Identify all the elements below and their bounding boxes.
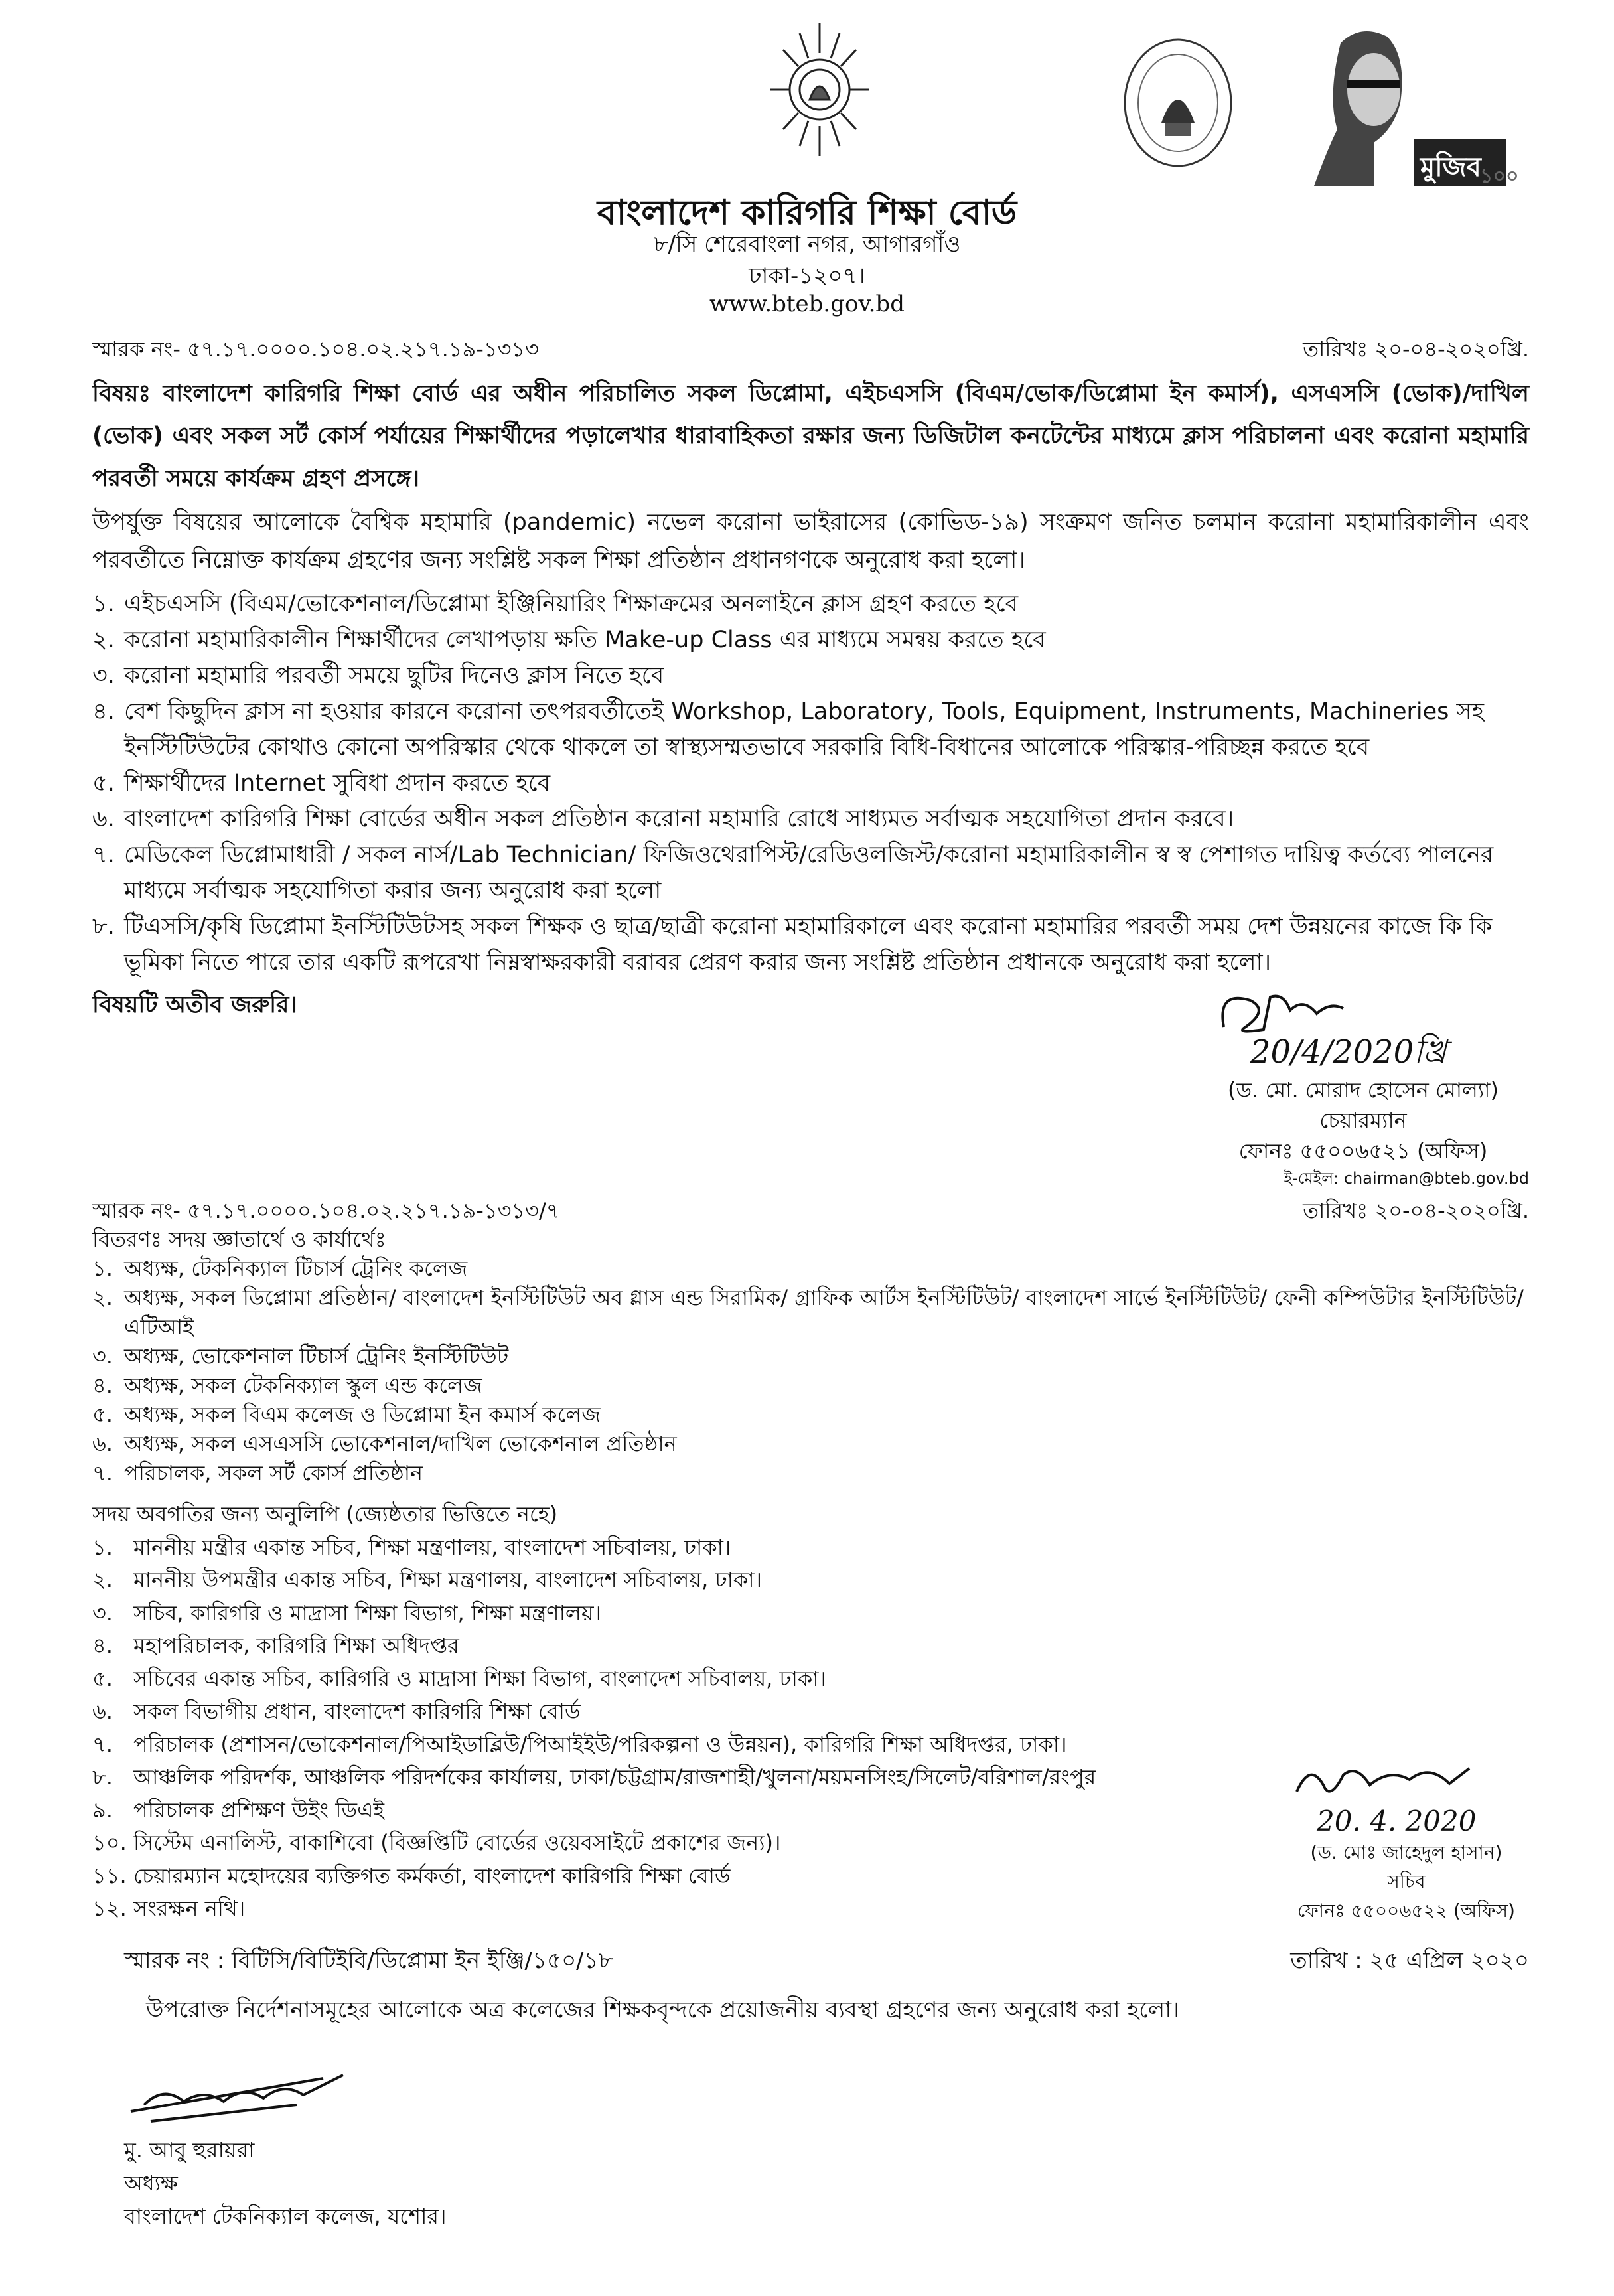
address-line-2: ঢাকা-১২০৭।: [749, 263, 865, 289]
item-text: সচিব, কারিগরি ও মাদ্রাসা শিক্ষা বিভাগ, শিক্ষা মন্ত্রণালয়।: [133, 1600, 602, 1626]
signatory2-name: (ড. মোঃ জাহেদুল হাসান): [1310, 1841, 1503, 1863]
subject-line: বিষয়ঃ বাংলাদেশ কারিগরি শিক্ষা বোর্ড এর অধীন পরিচালিত সকল ডিপ্লোমা, এইচএসসি (বিএম/ভোক/ডিপ্লোমা ইন কমার্স), এসএসসি (ভোক)/দাখিল (ভোক) এবং সকল সর্ট কোর্স পর্যায়ের শিক্ষার্থীদের পড়ালেখার ধারাবাহিকতা রক্ষার জন্য ডিজিটাল কনটেন্টের মাধ্যমে ক্লাস পরিচালনা এবং করোনা মহামারি পরবর্তী সময়ে কার্যক্রম গ্রহণ প্রসঙ্গে।: [92, 380, 1529, 492]
item-text: অধ্যক্ষ, টেকনিক্যাল টিচার্স ট্রেনিং কলেজ: [124, 1256, 468, 1281]
list-item: [92, 1892, 1264, 1926]
memo-reference: স্মারক নং- ৫৭.১৭.০০০০.১০৪.০২.২১৭.১৯-১৩১৩: [92, 337, 539, 362]
item-number: ৫.: [92, 1665, 113, 1691]
list-item: [92, 1341, 1529, 1371]
signatory-designation: চেয়ারম্যান: [1319, 1108, 1407, 1133]
memo3-row: [92, 1946, 1529, 1976]
item-number: ৫.: [92, 770, 115, 797]
intro-paragraph: উপর্যুক্ত বিষয়ের আলোকে বৈশ্বিক মহামারি (pandemic) নভেল করোনা ভাইরাসের (কোভিড-১৯) সংক্রমণ জনিত চলমান করোনা মহামারিকালীন এবং পরবর্তীতে নিম্নোক্ত কার্যক্রম গ্রহণের জন্য সংশ্লিষ্ট সকল শিক্ষা প্রতিষ্ঠান প্রধানগণকে অনুরোধ করা হলো।: [92, 509, 1529, 574]
memo3-reference: স্মারক নং : বিটিসি/বিটিইবি/ডিপ্লোমা ইন ইঞ্জি/১৫০/১৮: [124, 1947, 613, 1974]
forwarding-note: উপরোক্ত নির্দেশনাসমূহের আলোকে অত্র কলেজের শিক্ষকবৃন্দকে প্রয়োজনীয় ব্যবস্থা গ্রহণের জন্য অনুরোধ করা হলো।: [146, 1996, 1180, 2023]
svg-text:১০০: ১০০: [1480, 165, 1519, 186]
list-item: [92, 1458, 1529, 1488]
item-text: টিএসসি/কৃষি ডিপ্লোমা ইনস্টিটিউটসহ সকল শিক্ষক ও ছাত্র/ছাত্রী করোনা মহামারিকালে এবং করোনা মহামারির পরবর্তী সময় দেশ উন্নয়নের কাজে কি কি ভূমিকা নিতে পারে তার একটি রূপরেখা নিম্নস্বাক্ষরকারী বরাবর প্রেরণ করার জন্য সংশ্লিষ্ট প্রতিষ্ঠান প্রধানকে অনুরোধ করা হলো।: [124, 913, 1493, 976]
copies-heading: সদয় অবগতির জন্য অনুলিপি (জ্যেষ্ঠতার ভিত্তিতে নহে): [92, 1501, 558, 1527]
item-number: ৩.: [92, 1600, 113, 1626]
list-item: [92, 658, 1529, 694]
chairman-signature-block: [1197, 987, 1529, 1190]
directives-list: [92, 586, 1529, 980]
list-item: [92, 1564, 1264, 1597]
item-text: বেশ কিছুদিন ক্লাস না হওয়ার কারনে করোনা তৎপরবর্তীতেই Workshop, Laboratory, Tools, Equipment, Instruments, Machineries সহ ইনস্টিটিউটের কোথাও কোনো অপরিস্কার থেকে থাকলে তা স্বাস্থ্যসম্মতভাবে সরকারি বিধি-বিধানের আলোকে পরিস্কার-পরিচ্ছন্ন করতে হবে: [124, 698, 1484, 761]
item-number: ১.: [92, 1534, 113, 1560]
item-number: ৯.: [92, 1797, 113, 1823]
copies-row: [92, 1498, 1529, 1926]
memo2-date: তারিখঃ ২০-০৪-২০২০খ্রি.: [1303, 1198, 1529, 1223]
list-item: [92, 586, 1529, 622]
item-text: অধ্যক্ষ, সকল ডিপ্লোমা প্রতিষ্ঠান/ বাংলাদেশ ইনস্টিটিউট অব গ্লাস এন্ড সিরামিক/ গ্রাফিক আর্টস ইনস্টিটিউট/ বাংলাদেশ সার্ভে ইনস্টিটিউট/ ফেনী কম্পিউটার ইনস্টিটিউট/ এটিআই: [124, 1285, 1524, 1339]
principal-block: [92, 2065, 1529, 2233]
list-item: [92, 801, 1529, 837]
government-emblem-icon: [757, 17, 883, 163]
memo-date: তারিখঃ ২০-০৪-২০২০খ্রি.: [1303, 337, 1529, 362]
handwritten-date: 20/4/2020খ্রি: [1250, 1033, 1447, 1071]
list-item: [92, 1630, 1264, 1663]
item-text: অধ্যক্ষ, সকল এসএসসি ভোকেশনাল/দাখিল ভোকেশনাল প্রতিষ্ঠান: [124, 1431, 677, 1456]
secretary-signature-block: [1284, 1758, 1529, 1926]
list-item: [92, 622, 1529, 658]
list-item: [92, 694, 1529, 765]
memo3-date: তারিখ : ২৫ এপ্রিল ২০২০: [1290, 1947, 1529, 1974]
list-item: [92, 1860, 1264, 1893]
item-text: পরিচালক (প্রশাসন/ভোকেশনাল/পিআইডাব্লিউ/পিআইইউ/পরিকল্পনা ও উন্নয়ন), কারিগরি শিক্ষা অধিদপ্তর, ঢাকা।: [133, 1731, 1067, 1757]
item-text: করোনা মহামারিকালীন শিক্ষার্থীদের লেখাপড়ায় ক্ষতি Make-up Class এর মাধ্যমে সমন্বয় করতে হবে: [124, 627, 1046, 653]
item-text: সংরক্ষন নথি।: [133, 1896, 246, 1921]
signatory2-phone: ফোনঃ ৫৫০০৬৫২২ (অফিস): [1297, 1899, 1515, 1922]
item-text: সিস্টেম এনালিস্ট, বাকাশিবো (বিজ্ঞপ্তিটি বোর্ডের ওয়েবসাইটে প্রকাশের জন্য)।: [133, 1830, 781, 1855]
item-text: এইচএসসি (বিএম/ভোকেশনাল/ডিপ্লোমা ইঞ্জিনিয়ারিং শিক্ষাক্রমের অনলাইনে ক্লাস গ্রহণ করতে হবে: [124, 591, 1019, 617]
memo2-reference: স্মারক নং- ৫৭.১৭.০০০০.১০৪.০২.২১৭.১৯-১৩১৩/৭: [92, 1198, 560, 1223]
website-link[interactable]: www.bteb.gov.bd: [709, 291, 905, 317]
list-item: [92, 909, 1529, 980]
item-number: ১.: [92, 1256, 113, 1281]
item-number: ৬.: [92, 1699, 113, 1724]
item-number: ২.: [92, 627, 115, 653]
item-number: ৭.: [92, 1460, 113, 1486]
list-item: [92, 1794, 1264, 1827]
item-text: মহাপরিচালক, কারিগরি শিক্ষা অধিদপ্তর: [133, 1633, 459, 1658]
list-item: [92, 1429, 1529, 1458]
memo1-row: [92, 335, 1529, 363]
list-item: [92, 1531, 1264, 1565]
signatory-phone: ফোনঃ ৫৫০০৬৫২১ (অফিস): [1238, 1138, 1488, 1164]
letter-body: [92, 335, 1529, 2233]
portrait-icon: [1301, 17, 1530, 186]
list-item: [92, 1597, 1264, 1630]
item-text: অধ্যক্ষ, ভোকেশনাল টিচার্স ট্রেনিং ইনস্টিটিউট: [124, 1343, 509, 1369]
list-item: [92, 1761, 1264, 1794]
item-number: ৪.: [92, 698, 115, 725]
list-item: [92, 1663, 1264, 1696]
organization-title: বাংলাদেশ কারিগরি শিক্ষা বোর্ড: [597, 193, 1017, 233]
item-number: ২.: [92, 1285, 113, 1310]
item-text: সকল বিভাগীয় প্রধান, বাংলাদেশ কারিগরি শিক্ষা বোর্ড: [133, 1699, 581, 1724]
address-line-1: ৮/সি শেরেবাংলা নগর, আগারগাঁও: [653, 231, 961, 258]
list-item: [92, 1254, 1529, 1283]
item-text: অধ্যক্ষ, সকল টেকনিক্যাল স্কুল এন্ড কলেজ: [124, 1373, 482, 1398]
distribution-heading: বিতরণঃ সদয় জ্ঞাতার্থে ও কার্যার্থেঃ: [92, 1227, 386, 1252]
item-text: আঞ্চলিক পরিদর্শক, আঞ্চলিক পরিদর্শকের কার্যালয়, ঢাকা/চট্টগ্রাম/রাজশাহী/খুলনা/ময়মনসিংহ/সিলেট/বরিশাল/রংপুর: [133, 1764, 1096, 1790]
signature1-row: [92, 987, 1529, 1190]
item-text: সচিবের একান্ত সচিব, কারিগরি ও মাদ্রাসা শিক্ষা বিভাগ, বাংলাদেশ সচিবালয়, ঢাকা।: [133, 1665, 827, 1691]
handwritten-date: 20. 4. 2020: [1317, 1804, 1477, 1837]
signatory-name: (ড. মো. মোরাদ হোসেন মোল্যা): [1228, 1077, 1499, 1103]
item-number: ৭.: [92, 842, 115, 868]
memo2-row: [92, 1197, 1529, 1225]
item-text: বাংলাদেশ কারিগরি শিক্ষা বোর্ডের অধীন সকল প্রতিষ্ঠান করোনা মহামারি রোধে সাধ্যমত সর্বাত্মক সহযোগিতা প্রদান করবে।: [124, 806, 1234, 832]
list-item: [92, 1283, 1529, 1341]
item-number: ৭.: [92, 1731, 113, 1757]
distribution-list: [92, 1225, 1529, 1488]
item-number: ১০.: [92, 1830, 127, 1855]
list-item: [92, 1695, 1264, 1728]
item-text: করোনা মহামারি পরবর্তী সময়ে ছুটির দিনেও ক্লাস নিতে হবে: [124, 662, 664, 689]
item-number: ৮.: [92, 1764, 113, 1790]
item-number: ৬.: [92, 806, 115, 832]
item-number: ১২.: [92, 1896, 127, 1921]
principal-signature: [124, 2065, 370, 2128]
item-number: ৫.: [92, 1402, 113, 1427]
urgent-note: বিষয়টি অতীব জরুরি।: [92, 992, 297, 1018]
list-item: [92, 1827, 1264, 1860]
signatory2-designation: সচিব: [1387, 1870, 1426, 1892]
item-number: ৬.: [92, 1431, 113, 1456]
list-item: [92, 837, 1529, 909]
copies-list: [92, 1498, 1264, 1926]
svg-text:মুজিব: মুজিব: [1420, 152, 1481, 183]
secretary-signature: [1284, 1758, 1496, 1805]
item-number: ৪.: [92, 1373, 113, 1398]
item-number: ১১.: [92, 1863, 127, 1888]
item-number: ২.: [92, 1567, 113, 1592]
list-item: [92, 1400, 1529, 1429]
item-text: পরিচালক প্রশিক্ষণ উইং ডিএই: [133, 1797, 385, 1823]
item-text: মেডিকেল ডিপ্লোমাধারী / সকল নার্স/Lab Technician/ ফিজিওথেরাপিস্ট/রেডিওলজিস্ট/করোনা মহামারিকালীন স্ব স্ব পেশাগত দায়িত্ব কর্তব্যে পালনের মাধ্যমে সর্বাত্মক সহযোগিতা করার জন্য অনুরোধ করা হলো: [124, 842, 1494, 904]
item-text: পরিচালক, সকল সর্ট কোর্স প্রতিষ্ঠান: [124, 1460, 423, 1486]
item-number: ৪.: [92, 1633, 113, 1658]
item-text: মাননীয় মন্ত্রীর একান্ত সচিব, শিক্ষা মন্ত্রণালয়, বাংলাদেশ সচিবালয়, ঢাকা।: [133, 1534, 731, 1560]
item-text: শিক্ষার্থীদের Internet সুবিধা প্রদান করতে হবে: [124, 770, 551, 797]
bteb-seal-icon: [1122, 37, 1234, 169]
mujib-100-logo: [1301, 17, 1530, 186]
list-item: [92, 1728, 1264, 1762]
item-text: অধ্যক্ষ, সকল বিএম কলেজ ও ডিপ্লোমা ইন কমার্স কলেজ: [124, 1402, 601, 1427]
principal-name: মু. আবু হুরায়রা: [124, 2137, 255, 2163]
signatory-email[interactable]: ই-মেইল: chairman@bteb.gov.bd: [1284, 1169, 1529, 1187]
item-text: মাননীয় উপমন্ত্রীর একান্ত সচিব, শিক্ষা মন্ত্রণালয়, বাংলাদেশ সচিবালয়, ঢাকা।: [133, 1567, 763, 1592]
item-number: ৩.: [92, 662, 115, 689]
item-number: ৮.: [92, 913, 115, 940]
principal-institution: বাংলাদেশ টেকনিক্যাল কলেজ, যশোর।: [124, 2203, 447, 2229]
item-text: চেয়ারম্যান মহোদয়ের ব্যক্তিগত কর্মকর্তা, বাংলাদেশ কারিগরি শিক্ষা বোর্ড: [133, 1863, 731, 1888]
list-item: [92, 1371, 1529, 1400]
chairman-signature: [1210, 987, 1410, 1033]
list-item: [92, 765, 1529, 801]
principal-designation: অধ্যক্ষ: [124, 2170, 178, 2196]
item-number: ১.: [92, 591, 115, 617]
item-number: ৩.: [92, 1343, 113, 1369]
